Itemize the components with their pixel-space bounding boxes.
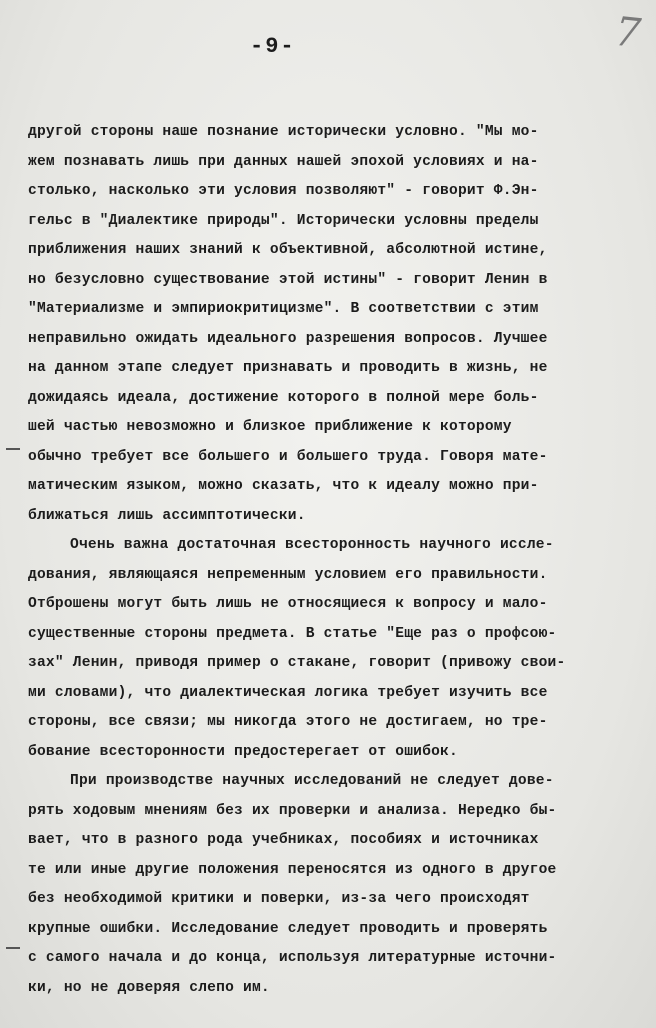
text-line: стороны, все связи; мы никогда этого не достигаем, но тре- (28, 714, 548, 730)
text-line: бование всесторонности предостерегает от ошибок. (28, 743, 458, 760)
text-line: ближаться лишь ассимптотически. (28, 507, 306, 524)
text-line: на данном этапе следует признавать и проводить в жизнь, не (28, 360, 548, 376)
text-line: другой стороны наше познание исторически условно. "Мы мо- (28, 124, 539, 140)
text-line: дования, являющаяся непременным условием его правильности. (28, 566, 548, 583)
body-text (28, 118, 648, 1003)
text-line: существенные стороны предмета. В статье "Еще раз о профсою- (28, 625, 557, 642)
text-line: неправильно ожидать идеального разрешения вопросов. Лучшее (28, 330, 548, 347)
text-line: зах" Ленин, приводя пример о стакане, говорит (привожу свои- (28, 655, 566, 671)
text-line: обычно требует все большего и большего труда. Говоря мате- (28, 448, 548, 465)
paragraph-start-line: При производстве научных исследований не следует дове- (70, 773, 554, 789)
text-line: без необходимой критики и поверки, из-за чего происходят (28, 891, 530, 907)
text-line: жем познавать лишь при данных нашей эпохой условиях и на- (28, 153, 539, 170)
text-line: дожидаясь идеала, достижение которого в полной мере боль- (28, 389, 539, 406)
text-line: вает, что в разного рода учебниках, пособиях и источниках (28, 832, 539, 848)
text-line: матическим языком, можно сказать, что к идеалу можно при- (28, 478, 539, 494)
text-line: но безусловно существование этой истины" - говорит Ленин в (28, 271, 548, 288)
text-line: шей частью невозможно и близкое приближение к которому (28, 419, 512, 435)
handwritten-archive-mark: 7 (612, 8, 643, 58)
text-line: Отброшены могут быть лишь не относящиеся к вопросу и мало- (28, 596, 548, 612)
text-line: гельс в "Диалектике природы". Исторически условны пределы (28, 212, 539, 229)
text-line: "Материализме и эмпириокритицизме". В соответствии с этим (28, 301, 539, 317)
text-line: рять ходовым мнениям без их проверки и анализа. Нередко бы- (28, 802, 557, 819)
page-number: -9- (250, 34, 296, 59)
text-line: крупные ошибки. Исследование следует проводить и проверять (28, 920, 548, 937)
text-line: столько, насколько эти условия позволяют" - говорит Ф.Эн- (28, 183, 539, 199)
text-line: ми словами), что диалектическая логика требует изучить все (28, 684, 548, 701)
text-line: те или иные другие положения переносятся из одного в другое (28, 861, 557, 878)
text-line: приближения наших знаний к объективной, абсолютной истине, (28, 242, 548, 258)
text-line: с самого начала и до конца, используя литературные источни- (28, 950, 557, 966)
margin-tick (6, 448, 20, 450)
paragraph-start-line: Очень важна достаточная всесторонность научного иссле- (70, 537, 554, 553)
text-line: ки, но не доверяя слепо им. (28, 979, 270, 996)
margin-tick (6, 947, 20, 949)
